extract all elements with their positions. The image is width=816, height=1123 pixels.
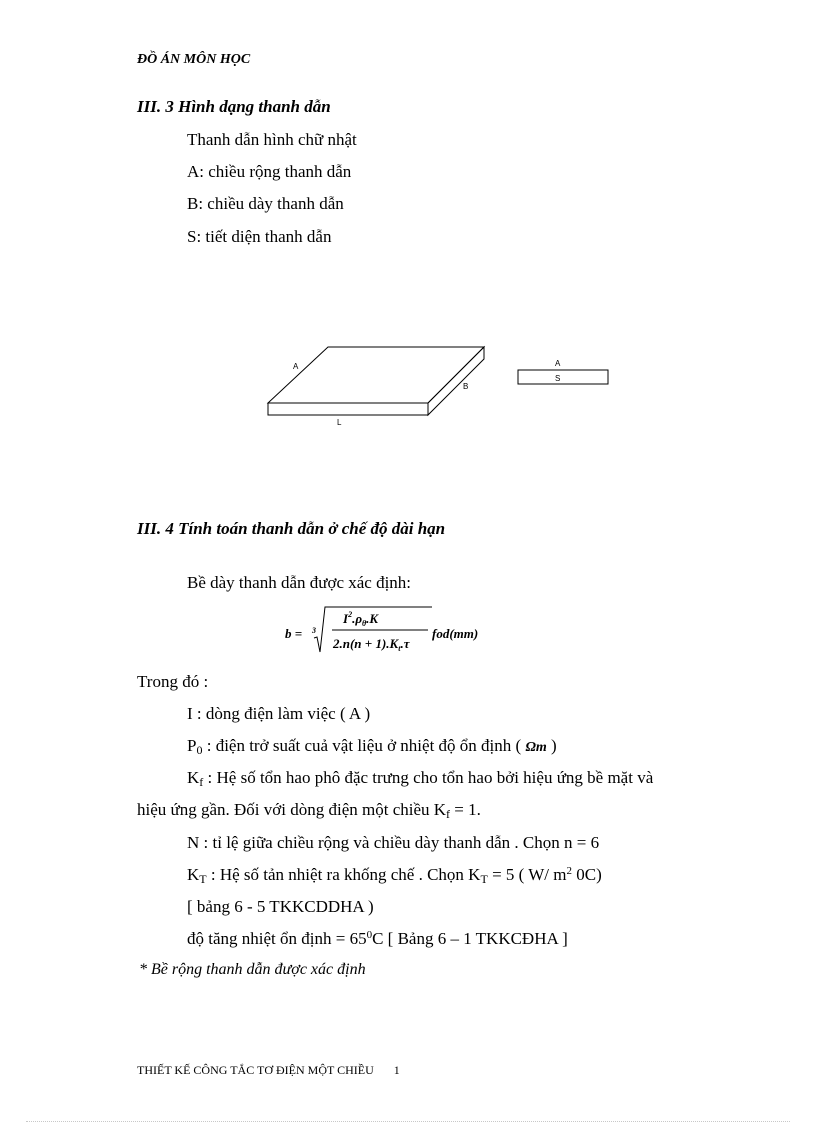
page-bottom-divider bbox=[26, 1121, 790, 1122]
shape-line-3: B: chiều dày thanh dẫn bbox=[187, 194, 344, 213]
width-note: * Bề rộng thanh dẫn được xác định bbox=[139, 961, 366, 978]
formula-numerator-i: I bbox=[343, 611, 349, 626]
item-kf: Kf : Hệ số tổn hao phô đặc trưng cho tổn hao bởi hiệu ứng bề mặt và bbox=[187, 768, 654, 789]
busbar-diagram bbox=[260, 338, 620, 430]
formula-lhs: b = bbox=[285, 626, 303, 641]
item-kt: KT : Hệ số tản nhiệt ra khống chế . Chọn KT = 5 ( W/ $m^2$ 0C) bbox=[187, 865, 602, 886]
label-section-s: S bbox=[555, 374, 561, 383]
item-resistivity: P0 : điện trở suất cuả vật liệu ở nhiệt độ ổn định ( Ωm ) bbox=[187, 736, 557, 757]
busbar-top-face bbox=[268, 347, 484, 403]
cross-section-rect bbox=[518, 370, 608, 384]
item-ratio-n: N : tỉ lệ giữa chiều rộng và chiều dày thanh dẫn . Chọn n = 6 bbox=[187, 833, 600, 852]
svg-text:I2.ρθ.K: $I^2.\rho_\theta.K$ bbox=[343, 610, 379, 628]
item-current: I : dòng điện làm việc ( A ) bbox=[187, 704, 371, 723]
formula-root-index: 3 bbox=[312, 626, 316, 635]
page-footer bbox=[137, 1063, 400, 1078]
thickness-formula bbox=[285, 604, 500, 658]
item-kf-continued: hiệu ứng gần. Đối với dòng điện một chiều Kf = 1. bbox=[137, 800, 481, 821]
label-section-a: A bbox=[555, 359, 561, 368]
thickness-intro: Bề dày thanh dẫn được xác định: bbox=[187, 573, 412, 592]
formula-denominator: 2.n(n + 1).K bbox=[333, 636, 399, 651]
label-l: L bbox=[337, 418, 342, 427]
document-header: ĐỒ ÁN MÔN HỌC bbox=[137, 52, 251, 67]
svg-text:2.n(n + 1).Kt.τ: $2.n(n + 1).K_t.\tau$ bbox=[333, 636, 410, 653]
shape-line-1: Thanh dẫn hình chữ nhật bbox=[187, 130, 357, 149]
section-3-heading: III. 3 Hình dạng thanh dẫn bbox=[137, 97, 331, 116]
busbar-side-face bbox=[428, 347, 484, 415]
page-number: 1 bbox=[393, 1063, 400, 1077]
where-label: Trong đó : bbox=[137, 672, 209, 691]
label-b: B bbox=[463, 382, 469, 391]
item-temperature: độ tăng nhiệt ổn định = $65^0C$ [ Bảng 6 – 1 TKKCĐHA ] bbox=[187, 929, 568, 948]
item-table-ref: [ bảng 6 - 5 TKKCDDHA ) bbox=[187, 897, 374, 916]
busbar-front-face bbox=[268, 403, 428, 415]
formula-tail: fod(mm) bbox=[432, 626, 479, 641]
shape-line-4: S: tiết diện thanh dẫn bbox=[187, 227, 332, 246]
section-4-heading: III. 4 Tính toán thanh dẫn ở chế độ dài hạn bbox=[137, 519, 446, 538]
shape-line-2: A: chiều rộng thanh dẫn bbox=[187, 162, 352, 181]
label-a: A bbox=[293, 362, 299, 371]
footer-title: THIẾT KẾ CÔNG TẮC TƠ ĐIỆN MỘT CHIỀU bbox=[137, 1063, 374, 1077]
